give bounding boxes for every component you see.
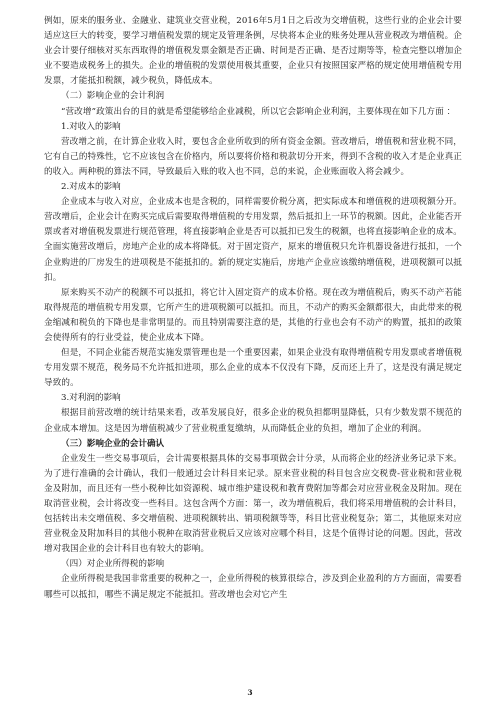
subsection-heading: 2.对成本的影响 xyxy=(61,182,121,193)
body-paragraph: 企业所得税是我国非常重要的税种之一，企业所得税的核算很综合，涉及到企业盈利的方方面面，需要看哪些可以抵扣，哪些不满足规定不能抵扣。营改增也会对它产生 xyxy=(44,574,462,600)
section-heading: （二）影响企业的会计利润 xyxy=(61,91,165,102)
section-heading: （四）对企业所得税的影响 xyxy=(61,559,165,570)
body-paragraph: 例如，原来的服务业、金融业、建筑业交营业税，2016年5月1日之后改为交增值税，这些行业的企业会计要适应这巨大的转变，要学习增值税发票的规定及管理条例，尽快将本企业的账务处理从营业税改为增值税。企业会计要仔细核对买东西取得的增值税发票金额是否正确、时间是否正确、是否过期等等，检查完整以增加企业不要造成税务上的损失。企业的增值税的发票使用极其重要，企业只有按照国家严格的规定使用增值税专用发票，才能抵扣税额，减少税负，降低成本。 xyxy=(44,16,462,87)
subsection-heading: 1.对收入的影响 xyxy=(61,121,121,132)
body-paragraph: 根据目前营改增的统计结果来看，改革发展良好，很多企业的税负担都明显降低，只有少数发票不规范的企业成本增加。这是因为增值税减少了营业税重复缴纳，从而降低企业的负担，增加了企业的利润。 xyxy=(44,408,462,434)
body-paragraph: 营改增之前，在计算企业收入时，要包含企业所收到的所有资金金额。营改增后，增值税和营业税不同，它有自己的特殊性，它不应该包含在价格内，所以要将价格和税款切分开来，得到不含税的收入才是企业真正的收入。两种税的算法不同，导致最后入账的收入也不同，总的来说，企业账面收入将会减少。 xyxy=(44,136,462,177)
section-heading-bold: （三）影响企业的会计确认 xyxy=(61,438,165,449)
subsection-heading: 3.对利润的影响 xyxy=(61,393,121,404)
page-number: 3 xyxy=(247,688,253,697)
body-paragraph: 企业成本与收入对应，企业成本也是含税的，同样需要价税分离，把实际成本和增值税的进项税额分开。营改增后，企业会计在购买完成后需要取得增值税的专用发票，然后抵扣上一环节的税额。因此，企业能否开票或者对增值税发票进行规范管理，将直接影响企业是否可以抵扣已发生的税额，也将直接影响企业的成本。全面实施营改增后，房地产企业的成本将降低。对于固定资产，原来的增值税只允许机器设备进行抵扣，一个企业购进的厂房发生的进项税是不能抵扣的。新的规定实施后，房地产企业应该缴纳增值税，进项税额可以抵扣。 xyxy=(44,197,462,283)
body-paragraph: 企业发生一些交易事项后，会计需要根据具体的交易事项做会计分录，从而将企业的经济业务记录下来。为了进行准确的会计确认，我们一般通过会计科目来记录。原来营业税的科目包含应交税费-营业税和营业税金及附加，而且还有一些小税种比如资源税、城市维护建设税和教育费附加等都会对应营业税金及附加。现在取消营业税，会计将改变一些科目。这包含两个方面：第一，改为增值税后，我们将采用增值税的会计科目，包括转出未交增值税、多交增值税、进项税额转出、销项税额等等，科目比营业税复杂；第二，其他原来对应营业税金及附加科目的其他小税种在取消营业税后又应该对应哪个科目，这是个值得讨论的问题。因此，营改增对我国企业的会计科目也有较大的影响。 xyxy=(44,453,462,555)
body-paragraph: 原来购买不动产的税额不可以抵扣，将它计入固定资产的成本价格。现在改为增值税后，购买不动产若能取得规范的增值税专用发票，它所产生的进项税额可以抵扣。而且，不动产的购买金额都很大，由此带来的税金缩减和税负的下降也是非常明显的。而且特别需要注意的是，其他的行业也会有不动产的购置，抵扣的政策会使得所有的行业受益，使企业成本下降。 xyxy=(44,287,462,343)
body-paragraph: 但是，不同企业能否规范实施发票管理也是一个重要因素，如果企业没有取得增值税专用发票或者增值税专用发票不规范，税务局不允许抵扣进项，那么企业的成本不仅没有下降，反而还上升了，这是没有满足规定导致的。 xyxy=(44,348,462,389)
body-paragraph: “营改增”政策出台的目的就是希望能够给企业减税，所以它会影响企业利润，主要体现在如下几方面 ： xyxy=(61,106,456,117)
